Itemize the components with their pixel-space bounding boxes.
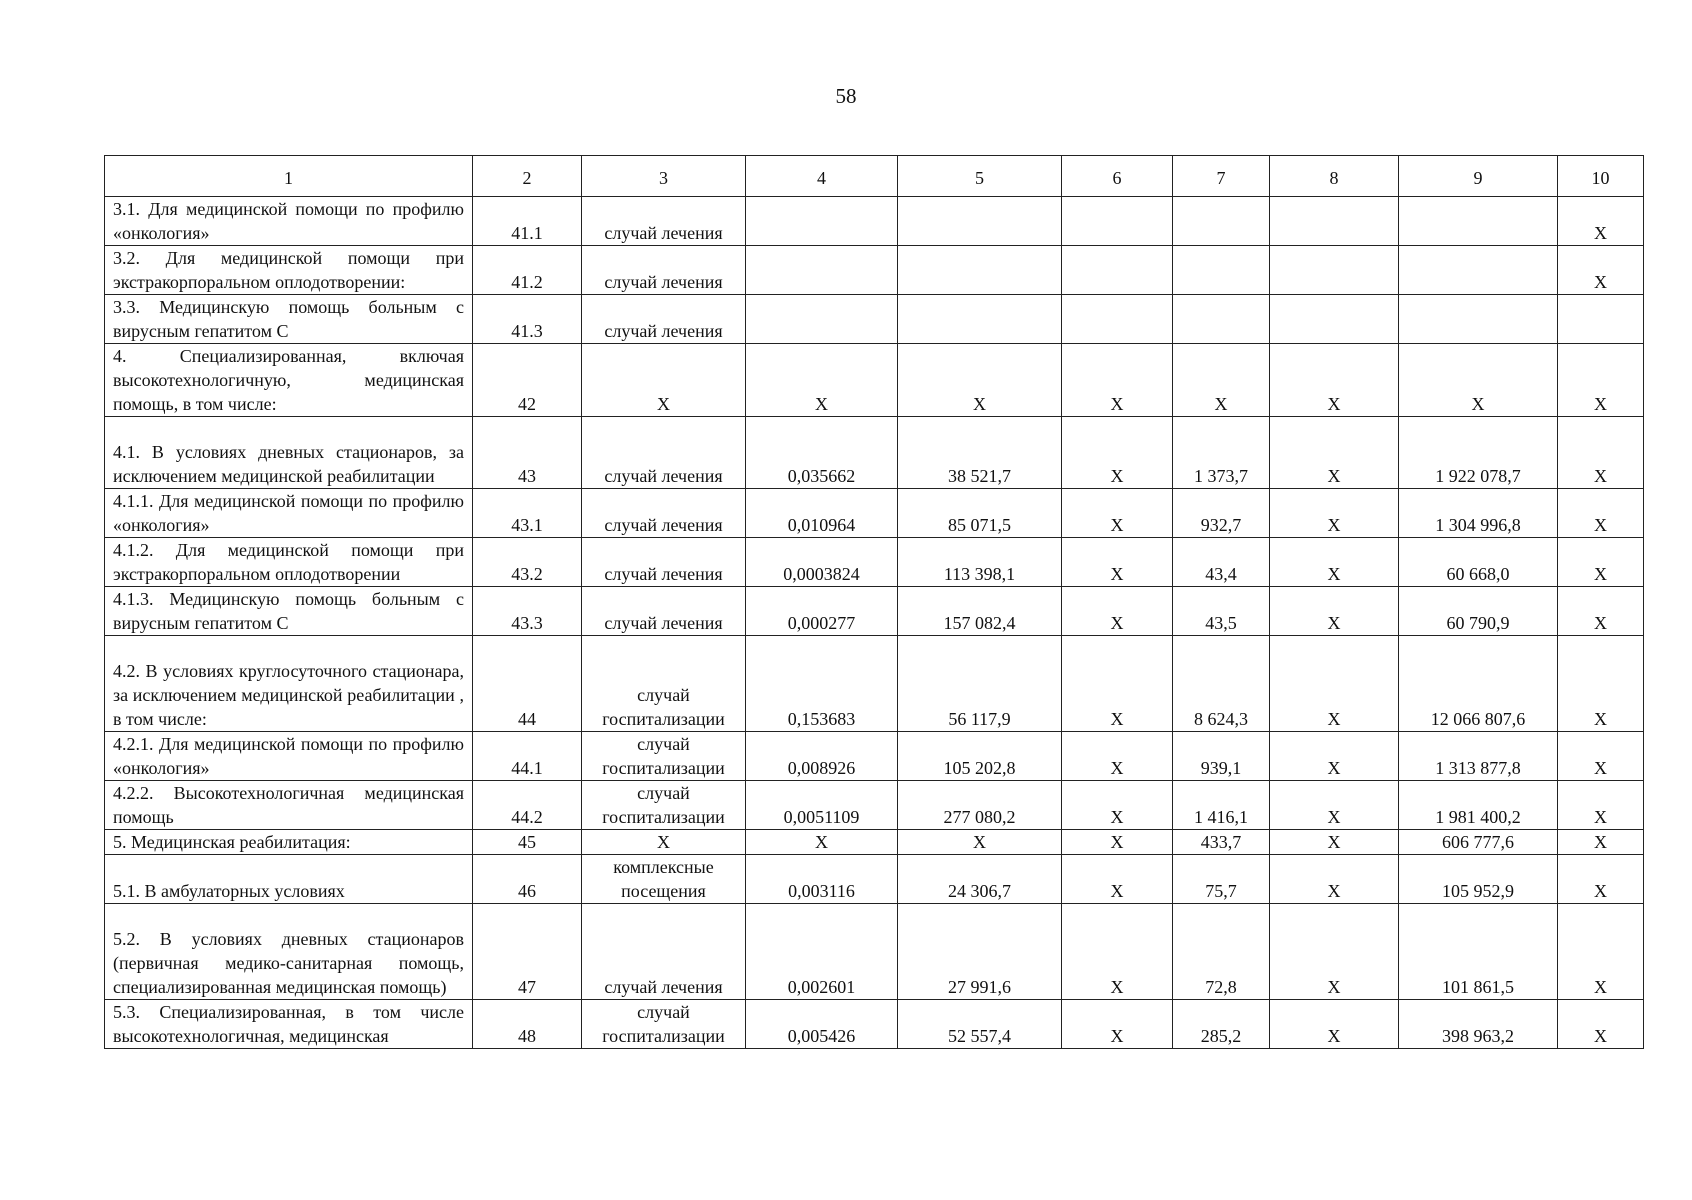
table-row <box>105 489 1644 538</box>
cell-col-4: 0,153683 <box>746 636 898 732</box>
cell-col-10: Х <box>1558 344 1644 417</box>
cell-col-8: Х <box>1270 344 1399 417</box>
row-code: 43.3 <box>473 587 582 636</box>
cell-col-8: Х <box>1270 538 1399 587</box>
cell-col-10: Х <box>1558 538 1644 587</box>
cell-col-7: 932,7 <box>1173 489 1270 538</box>
unit: случай лечения <box>582 538 746 587</box>
header-cell: 10 <box>1558 156 1644 197</box>
table-row <box>105 855 1644 904</box>
cell-col-8: Х <box>1270 904 1399 1000</box>
row-code: 44 <box>473 636 582 732</box>
cell-col-10: Х <box>1558 417 1644 489</box>
row-code: 43.1 <box>473 489 582 538</box>
table-row <box>105 538 1644 587</box>
cell-col-6: Х <box>1062 904 1173 1000</box>
cell-col-9: 101 861,5 <box>1399 904 1558 1000</box>
row-code: 48 <box>473 1000 582 1049</box>
cell-col-9: 606 777,6 <box>1399 830 1558 855</box>
header-cell: 5 <box>898 156 1062 197</box>
cell-col-10: Х <box>1558 781 1644 830</box>
cell-col-10 <box>1558 295 1644 344</box>
cell-col-7: 43,5 <box>1173 587 1270 636</box>
cell-col-7: 72,8 <box>1173 904 1270 1000</box>
cell-col-4 <box>746 246 898 295</box>
cell-col-7 <box>1173 197 1270 246</box>
unit: случай лечения <box>582 417 746 489</box>
cell-col-5 <box>898 246 1062 295</box>
cell-col-5: 157 082,4 <box>898 587 1062 636</box>
unit: случай госпитализации <box>582 636 746 732</box>
cell-col-8: Х <box>1270 587 1399 636</box>
cell-col-6: Х <box>1062 538 1173 587</box>
unit: случай лечения <box>582 904 746 1000</box>
cell-col-10: Х <box>1558 197 1644 246</box>
row-name: 3.3. Медицинскую помощь больным с вирусным гепатитом С <box>105 295 473 344</box>
cell-col-5: 85 071,5 <box>898 489 1062 538</box>
cell-col-7: 433,7 <box>1173 830 1270 855</box>
cell-col-8: Х <box>1270 732 1399 781</box>
header-cell: 4 <box>746 156 898 197</box>
unit: случай лечения <box>582 489 746 538</box>
header-cell: 3 <box>582 156 746 197</box>
table-row <box>105 246 1644 295</box>
table-body <box>105 156 1644 1049</box>
row-name: 4.1.3. Медицинскую помощь больным с вирусным гепатитом С <box>105 587 473 636</box>
data-table <box>104 155 1644 1049</box>
cell-col-5: 113 398,1 <box>898 538 1062 587</box>
unit: случай госпитализации <box>582 781 746 830</box>
table-row <box>105 197 1644 246</box>
cell-col-10: Х <box>1558 830 1644 855</box>
table-row <box>105 1000 1644 1049</box>
row-name: 5.2. В условиях дневных стационаров (первичная медико-санитарная помощь, специализированная медицинская помощь) <box>105 904 473 1000</box>
cell-col-7: 285,2 <box>1173 1000 1270 1049</box>
cell-col-4: 0,008926 <box>746 732 898 781</box>
table-row <box>105 344 1644 417</box>
cell-col-8: Х <box>1270 781 1399 830</box>
cell-col-10: Х <box>1558 587 1644 636</box>
cell-col-10: Х <box>1558 732 1644 781</box>
cell-col-4 <box>746 197 898 246</box>
table-row <box>105 904 1644 1000</box>
cell-col-5: Х <box>898 344 1062 417</box>
page-number: 58 <box>835 84 857 108</box>
cell-col-7: 43,4 <box>1173 538 1270 587</box>
table-row <box>105 587 1644 636</box>
cell-col-6: Х <box>1062 417 1173 489</box>
header-cell: 1 <box>105 156 473 197</box>
row-name: 4. Специализированная, включая высокотехнологичную, медицинская помощь, в том числе: <box>105 344 473 417</box>
row-name: 4.1.2. Для медицинской помощи при экстракорпоральном оплодотворении <box>105 538 473 587</box>
unit: случай лечения <box>582 197 746 246</box>
cell-col-4: 0,000277 <box>746 587 898 636</box>
cell-col-6 <box>1062 197 1173 246</box>
cell-col-7: Х <box>1173 344 1270 417</box>
cell-col-10: Х <box>1558 1000 1644 1049</box>
cell-col-8 <box>1270 246 1399 295</box>
cell-col-6: Х <box>1062 855 1173 904</box>
cell-col-9: 12 066 807,6 <box>1399 636 1558 732</box>
row-name: 4.2.1. Для медицинской помощи по профилю «онкология» <box>105 732 473 781</box>
row-code: 41.3 <box>473 295 582 344</box>
row-code: 43 <box>473 417 582 489</box>
row-name: 4.1. В условиях дневных стационаров, за исключением медицинской реабилитации <box>105 417 473 489</box>
cell-col-9 <box>1399 295 1558 344</box>
row-name: 4.2.2. Высокотехнологичная медицинская помощь <box>105 781 473 830</box>
row-code: 45 <box>473 830 582 855</box>
row-code: 47 <box>473 904 582 1000</box>
unit: Х <box>582 344 746 417</box>
table-row <box>105 781 1644 830</box>
cell-col-9: Х <box>1399 344 1558 417</box>
cell-col-4: 0,005426 <box>746 1000 898 1049</box>
header-row <box>105 156 1644 197</box>
cell-col-8: Х <box>1270 855 1399 904</box>
cell-col-5: 277 080,2 <box>898 781 1062 830</box>
unit: случай госпитализации <box>582 1000 746 1049</box>
cell-col-6: Х <box>1062 781 1173 830</box>
header-cell: 2 <box>473 156 582 197</box>
cell-col-6 <box>1062 246 1173 295</box>
row-name: 5.3. Специализированная, в том числе высокотехнологичная, медицинская <box>105 1000 473 1049</box>
row-code: 42 <box>473 344 582 417</box>
cell-col-6: Х <box>1062 636 1173 732</box>
row-code: 41.1 <box>473 197 582 246</box>
row-code: 46 <box>473 855 582 904</box>
cell-col-5: Х <box>898 830 1062 855</box>
cell-col-6: Х <box>1062 732 1173 781</box>
cell-col-9: 398 963,2 <box>1399 1000 1558 1049</box>
cell-col-6 <box>1062 295 1173 344</box>
cell-col-7: 75,7 <box>1173 855 1270 904</box>
row-name: 5. Медицинская реабилитация: <box>105 830 473 855</box>
table-row <box>105 417 1644 489</box>
cell-col-7 <box>1173 295 1270 344</box>
cell-col-8: Х <box>1270 417 1399 489</box>
cell-col-6: Х <box>1062 587 1173 636</box>
cell-col-8 <box>1270 295 1399 344</box>
header-cell: 8 <box>1270 156 1399 197</box>
cell-col-4 <box>746 295 898 344</box>
row-code: 41.2 <box>473 246 582 295</box>
cell-col-8 <box>1270 197 1399 246</box>
cell-col-6: Х <box>1062 344 1173 417</box>
cell-col-9 <box>1399 197 1558 246</box>
row-name: 4.2. В условиях круглосуточного стационара, за исключением медицинской реабилитации , в том числе: <box>105 636 473 732</box>
cell-col-7: 1 416,1 <box>1173 781 1270 830</box>
cell-col-9 <box>1399 246 1558 295</box>
cell-col-9: 1 922 078,7 <box>1399 417 1558 489</box>
cell-col-4: 0,0003824 <box>746 538 898 587</box>
cell-col-5: 52 557,4 <box>898 1000 1062 1049</box>
cell-col-5: 27 991,6 <box>898 904 1062 1000</box>
cell-col-9: 105 952,9 <box>1399 855 1558 904</box>
cell-col-8: Х <box>1270 636 1399 732</box>
table-row <box>105 830 1644 855</box>
cell-col-7 <box>1173 246 1270 295</box>
cell-col-5: 56 117,9 <box>898 636 1062 732</box>
unit: случай госпитализации <box>582 732 746 781</box>
cell-col-4: 0,010964 <box>746 489 898 538</box>
cell-col-10: Х <box>1558 246 1644 295</box>
cell-col-4: 0,002601 <box>746 904 898 1000</box>
row-name: 3.1. Для медицинской помощи по профилю «онкология» <box>105 197 473 246</box>
row-name: 4.1.1. Для медицинской помощи по профилю «онкология» <box>105 489 473 538</box>
cell-col-5 <box>898 197 1062 246</box>
cell-col-9: 1 981 400,2 <box>1399 781 1558 830</box>
table-row <box>105 295 1644 344</box>
cell-col-6: Х <box>1062 489 1173 538</box>
cell-col-10: Х <box>1558 904 1644 1000</box>
cell-col-7: 8 624,3 <box>1173 636 1270 732</box>
cell-col-5: 24 306,7 <box>898 855 1062 904</box>
cell-col-5: 38 521,7 <box>898 417 1062 489</box>
unit: Х <box>582 830 746 855</box>
row-code: 44.1 <box>473 732 582 781</box>
row-code: 43.2 <box>473 538 582 587</box>
header-cell: 6 <box>1062 156 1173 197</box>
cell-col-4: 0,003116 <box>746 855 898 904</box>
cell-col-6: Х <box>1062 830 1173 855</box>
cell-col-5: 105 202,8 <box>898 732 1062 781</box>
unit: случай лечения <box>582 587 746 636</box>
cell-col-9: 1 304 996,8 <box>1399 489 1558 538</box>
cell-col-10: Х <box>1558 489 1644 538</box>
cell-col-7: 939,1 <box>1173 732 1270 781</box>
cell-col-10: Х <box>1558 636 1644 732</box>
table-row <box>105 732 1644 781</box>
unit: случай лечения <box>582 246 746 295</box>
cell-col-6: Х <box>1062 1000 1173 1049</box>
cell-col-4: 0,0051109 <box>746 781 898 830</box>
cell-col-8: Х <box>1270 1000 1399 1049</box>
cell-col-9: 60 790,9 <box>1399 587 1558 636</box>
cell-col-5 <box>898 295 1062 344</box>
unit: комплексные посещения <box>582 855 746 904</box>
cell-col-8: Х <box>1270 489 1399 538</box>
row-name: 3.2. Для медицинской помощи при экстракорпоральном оплодотворении: <box>105 246 473 295</box>
cell-col-9: 1 313 877,8 <box>1399 732 1558 781</box>
header-cell: 7 <box>1173 156 1270 197</box>
unit: случай лечения <box>582 295 746 344</box>
row-code: 44.2 <box>473 781 582 830</box>
row-name: 5.1. В амбулаторных условиях <box>105 855 473 904</box>
table-row <box>105 636 1644 732</box>
cell-col-10: Х <box>1558 855 1644 904</box>
cell-col-8: Х <box>1270 830 1399 855</box>
cell-col-9: 60 668,0 <box>1399 538 1558 587</box>
cell-col-4: Х <box>746 830 898 855</box>
header-cell: 9 <box>1399 156 1558 197</box>
cell-col-4: 0,035662 <box>746 417 898 489</box>
cell-col-4: Х <box>746 344 898 417</box>
cell-col-7: 1 373,7 <box>1173 417 1270 489</box>
